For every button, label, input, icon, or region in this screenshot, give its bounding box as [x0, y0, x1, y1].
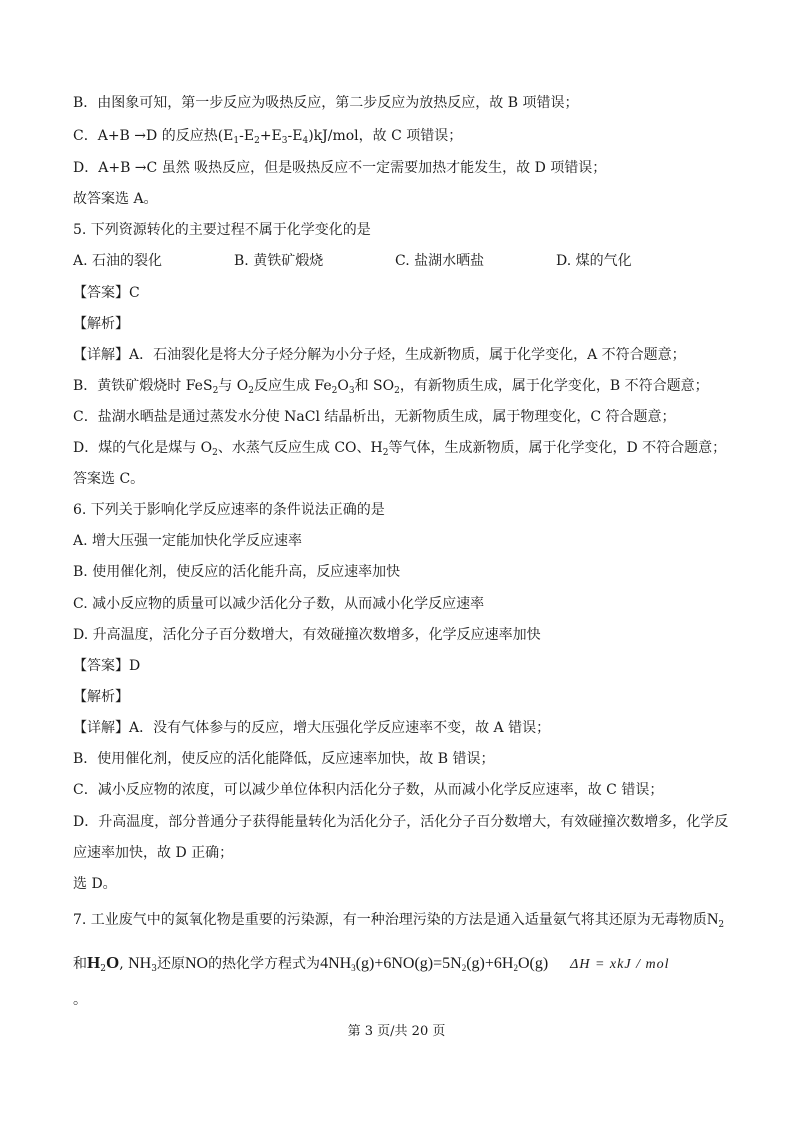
- q7-line-3: 。: [73, 992, 87, 1008]
- q6-detail-c: C．减小反应物的浓度，可以减少单位体积内活化分子数，从而减小化学反应速率，故 C 错误；: [73, 782, 664, 798]
- q5-option-b: B. 黄铁矿煅烧: [234, 253, 324, 269]
- q7-line-1: 7. 工业废气中的氮氧化物是重要的污染源，有一种治理污染的方法是通入适量氨气将其还原为无毒物质$N_2$: [73, 911, 725, 930]
- q5-option-a: A. 石油的裂化: [73, 253, 163, 269]
- q6-answer-label: 【答案】D: [73, 658, 141, 674]
- q5-answer-label: 【答案】C: [73, 285, 140, 301]
- q6-option-a: A. 增大压强一定能加快化学反应速率: [73, 533, 303, 549]
- q5-options: [73, 251, 733, 271]
- q6-option-b: B. 使用催化剂，使反应的活化能升高，反应速率加快: [73, 564, 401, 580]
- q6-detail-b: B．使用催化剂，使反应的活化能降低，反应速率加快，故 B 错误；: [73, 751, 495, 767]
- q6-conclusion: 选 D。: [73, 876, 117, 892]
- q5-stem: 5. 下列资源转化的主要过程不属于化学变化的是: [73, 222, 371, 238]
- q5-conclusion: 答案选 C。: [73, 471, 145, 487]
- q4-line-b: B．由图象可知，第一步反应为吸热反应，第二步反应为放热反应，故 B 项错误；: [73, 95, 579, 111]
- q6-detail-a: 【详解】A．没有气体参与的反应，增大压强化学反应速率不变，故 A 错误；: [73, 720, 551, 736]
- page-footer: 第 3 页/共 20 页: [347, 1024, 446, 1039]
- q6-detail-d-2: 应速率加快，故 D 正确；: [73, 845, 234, 861]
- q6-option-c: C. 减小反应物的质量可以减少活化分子数，从而减小化学反应速率: [73, 596, 485, 612]
- q4-line-c: C．A+B →D 的反应热$(E_1-E_2+E_3-E_4)kJ$/mol，故 C 项错误；: [73, 128, 463, 146]
- q5-detail-c: C．盐湖水晒盐是通过蒸发水分使 NaCl 结晶析出，无新物质生成，属于物理变化，C 符合题意；: [73, 409, 676, 425]
- q7-line-2: 和$H_2O$, $NH_3$还原NO的热化学方程式为$4NH_3(g)+6NO(g)=5N_2(g)+6H_2O(g) \Delta H$ = xkJ / mol: [73, 953, 670, 974]
- q6-option-d: D. 升高温度，活化分子百分数增大，有效碰撞次数增多，化学反应速率加快: [73, 627, 541, 643]
- q4-line-d: D．A+B →C 虽然 吸热反应，但是吸热反应不一定需要加热才能发生，故 D 项错误；: [73, 160, 607, 176]
- q5-option-d: D. 煤的气化: [556, 253, 632, 269]
- q7-equation: $4NH_3(g)+6NO(g)=5N_2(g)+6H_2O(g)$: [320, 955, 549, 973]
- q6-stem: 6. 下列关于影响化学反应速率的条件说法正确的是: [73, 502, 385, 518]
- q5-detail-b: B．黄铁矿煅烧时 FeS$_2$与 $O_2$反应生成 $Fe_2O_3$和 $SO_2$，有新物质生成，属于化学变化，B 不符合题意；: [73, 378, 709, 396]
- q6-detail-d-1: D．升高温度，部分普通分子获得能量转化为活化分子，活化分子百分数增大，有效碰撞次数增多，化学反: [73, 814, 729, 830]
- q5-analysis-label: 【解析】: [73, 316, 129, 332]
- q5-detail-d: D．煤的气化是煤与 $O_2$、水蒸气反应生成 CO、$H_2$等气体，生成新物质，属于化学变化，D 不符合题意；: [73, 440, 727, 458]
- q5-detail-a: 【详解】A．石油裂化是将大分子烃分解为小分子烃，生成新物质，属于化学变化，A 不符合题意；: [73, 347, 686, 363]
- q4-conclusion: 故答案选 A。: [73, 191, 158, 207]
- q7-delta-h: ΔH = xkJ / mol: [570, 957, 670, 972]
- q6-analysis-label: 【解析】: [73, 689, 129, 705]
- q5-option-c: C. 盐湖水晒盐: [395, 253, 485, 269]
